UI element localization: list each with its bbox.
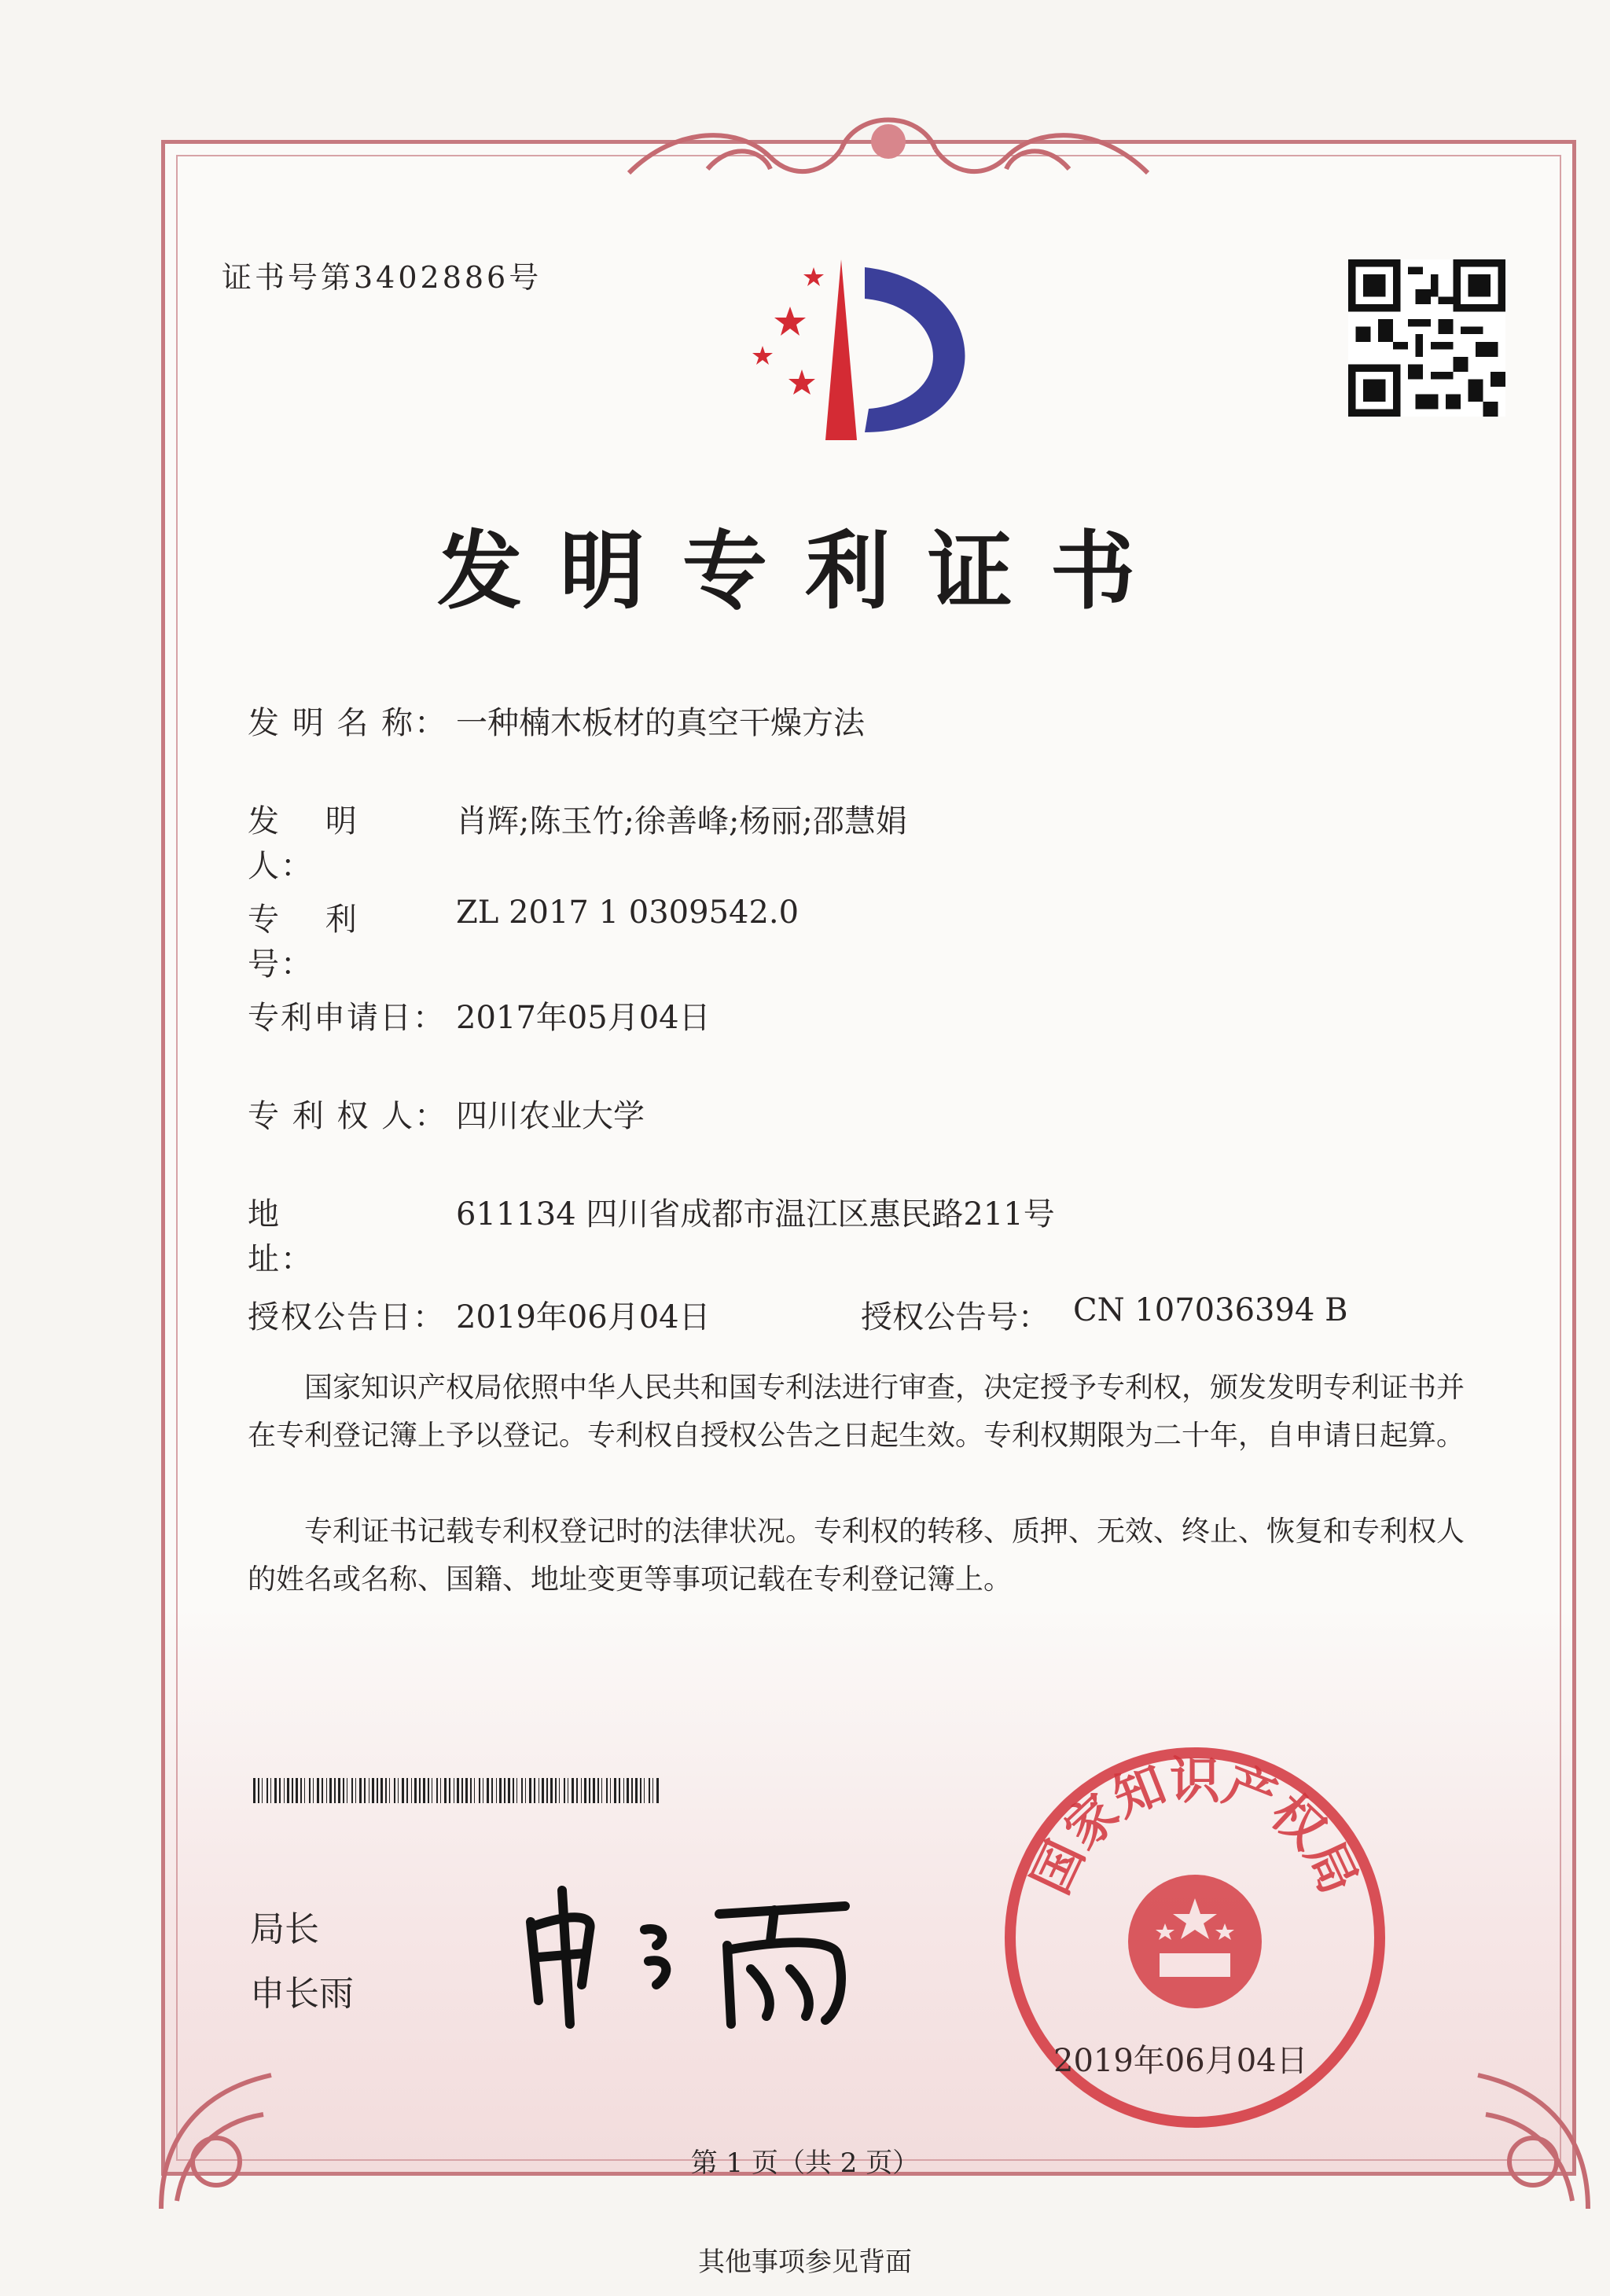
footer-note: 其他事项参见背面 [698,2246,912,2278]
paragraph-legal-status [248,1508,1474,1604]
field-label: 地 址： [248,1196,391,1277]
page-title: 发明专利证书 [436,522,1173,621]
field-grant-number [861,1292,1347,1337]
field-label: 专 利 权 人： [248,1098,448,1134]
field-inventors [248,796,907,886]
director-title: 局长 [250,1909,319,1949]
field-label: 专 利 号： [248,902,403,983]
field-patentee [248,1091,645,1136]
seal-date: 2019年06月04日 [1053,2043,1308,2079]
field-value: 2019年06月04日 [456,1299,711,1335]
field-value: 611134 四川省成都市温江区惠民路211号 [456,1196,1055,1232]
field-patent-number [248,895,799,984]
field-label: 授权公告日： [248,1299,446,1335]
field-label: 授权公告号： [861,1299,1049,1335]
field-value: 肖辉;陈玉竹;徐善峰;杨丽;邵慧娟 [456,803,907,839]
field-grant-date [248,1292,711,1337]
field-label: 发 明 人： [248,803,403,884]
paragraph-text: 专利证书记载专利权登记时的法律状况。专利权的转移、质押、无效、终止、恢复和专利权人的姓名或名称、国籍、地址变更等事项记载在专利登记簿上。 [248,1515,1465,1596]
field-value: 2017年05月04日 [456,1000,711,1036]
field-label: 发 明 名 称： [248,705,448,741]
field-invention-name [248,698,865,743]
paragraph-grant-statement [248,1364,1474,1460]
cnipa-logo-icon [747,252,998,448]
page-number: 第 1 页（共 2 页） [690,2147,920,2179]
director-signature-icon [515,1867,877,2048]
bottom-left-ornament-icon [153,2059,311,2217]
field-value: ZL 2017 1 0309542.0 [456,895,799,931]
director-name: 申长雨 [250,1974,354,2014]
barcode-icon [253,1778,662,1803]
field-value: CN 107036394 B [1073,1292,1348,1328]
seal-text: 国家知识产权局 [1022,1752,1368,1903]
field-value: 四川农业大学 [456,1098,645,1134]
top-ornament-icon [613,94,1163,197]
qr-code-icon [1348,259,1505,417]
bottom-right-ornament-icon [1439,2059,1596,2217]
field-label: 专利申请日： [248,1000,446,1036]
certificate-number: 证书号第3402886号 [222,260,542,295]
field-address [248,1189,1055,1279]
field-application-date [248,993,711,1038]
field-value: 一种楠木板材的真空干燥方法 [456,705,865,741]
paragraph-text: 国家知识产权局依照中华人民共和国专利法进行审查，决定授予专利权，颁发发明专利证书并在专利登记簿上予以登记。专利权自授权公告之日起生效。专利权期限为二十年，自申请日起算。 [248,1372,1465,1452]
